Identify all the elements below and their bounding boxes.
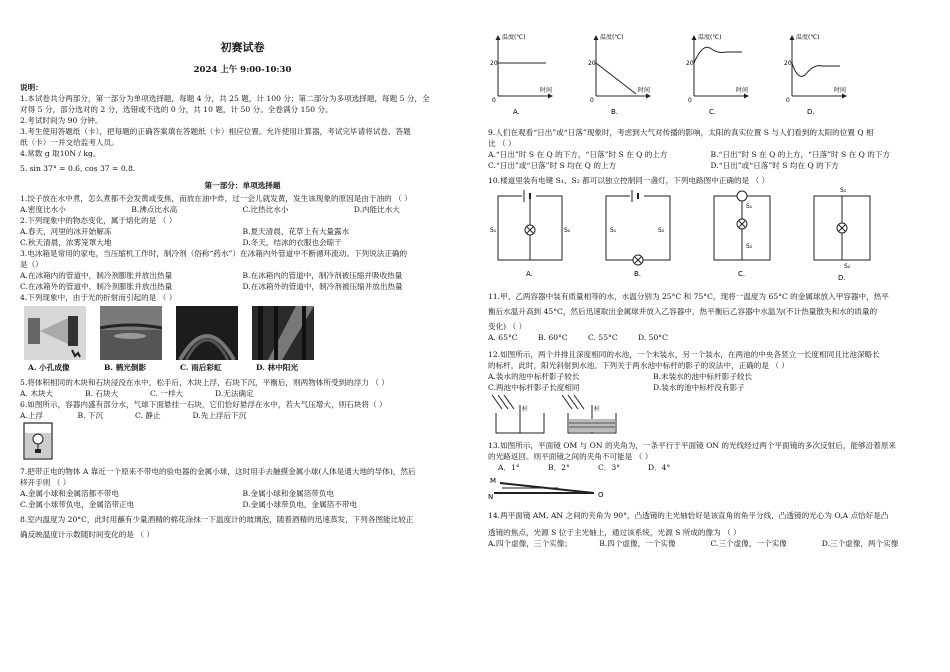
note-line: 3.考生使用答题纸（卡），把每题的正确答案填在答题纸（卡）相应位置。允许使用计算器，考试完毕请将试卷、答题 (20, 127, 411, 137)
q11-option-c[interactable]: C. 55°C (588, 333, 618, 342)
q3-option-b[interactable]: B.在冰箱内的管道中，制冷剂被压缩并吸收热量 (242, 271, 403, 281)
q2-option-c[interactable]: C.秋天清晨，浓雾笼罩大地 (20, 238, 112, 248)
q4-captions (28, 362, 465, 373)
q12-options-row1 (488, 371, 818, 382)
note-line: 4.常数 g 取10N / kg。 (20, 149, 101, 159)
q4-option-a[interactable]: A. 小孔成像 (28, 363, 70, 373)
q3-options-row1 (20, 270, 465, 281)
graph-xlabel: 时间 (540, 87, 553, 94)
graph-origin: 0 (786, 97, 790, 104)
svg-text:S₁: S₁ (490, 227, 497, 234)
graph-tick: 20 (784, 60, 792, 67)
mirror-label-n: N (488, 493, 494, 501)
graph-tick: 20 (686, 60, 694, 67)
circuit-label: B. (634, 270, 642, 278)
circuit-a[interactable] (490, 190, 571, 278)
note-line: 纸（卡）一并交给监考人员。 (20, 138, 119, 148)
q6-option-c[interactable]: C. 静止 (135, 411, 161, 421)
q7-option-d[interactable]: D.金属小球带负电，金属箔不带电 (242, 500, 358, 510)
graph-c[interactable] (686, 33, 748, 116)
q12-option-d[interactable]: D.装水的池中标杆没有影子 (653, 383, 745, 392)
q2-options-row1 (20, 226, 465, 237)
note-line: 对得 5 分，部分选对的 2 分，选错或不选的 0 分，共 10 题，计 50 分。全卷满分 150 分。 (20, 105, 333, 115)
graph-d[interactable] (784, 33, 846, 116)
q7-option-c[interactable]: C.金属小球带负电，金属箔带正电 (20, 500, 135, 510)
q2-option-b[interactable]: B.夏天清晨，花草上有大量露水 (242, 227, 350, 237)
q11-option-d[interactable]: D. 50°C (638, 333, 668, 342)
note-line: 5. sin 37° = 0.6, cos 37 = 0.8. (20, 164, 136, 174)
q9-options-row2 (488, 160, 933, 171)
q9-stem: 9.人们在观看“日出”或“日落”现象时，考虑到大气对传播的影响，太阳的真实位置 S 与人们看到的太阳的位置 Q 相 (488, 128, 874, 137)
circuit-d[interactable] (814, 187, 870, 282)
q7-options-row1 (20, 488, 465, 499)
q1-stem: 1.饺子放在水中煮，怎么煮都不会发黄或变焦，而放在油中炸，过一会儿就发黄，发生该现象的原因是由于油的 （ ） (20, 194, 412, 204)
q2-option-d[interactable]: D.冬天，结冰的衣服也会晾干 (242, 238, 342, 248)
q7-option-b[interactable]: B.金属小球和金属箔带负电 (242, 489, 335, 499)
q3-option-d[interactable]: D.在冰箱外的管道中，制冷剂被压缩并放出热量 (242, 282, 403, 292)
circuit-label: A. (526, 270, 533, 278)
q5-options (20, 388, 280, 399)
graph-ylabel: 温度(℃) (796, 34, 820, 41)
q11-stem-cont: 衡后水温升高到 45°C，然后迅速取出金属球并放入乙容器中，热平衡后乙容器中水温为(不计热量散失和水的质量的 (488, 307, 878, 316)
q1-options (20, 204, 465, 215)
q12-option-b[interactable]: B.未装水的池中标杆影子较长 (653, 372, 753, 381)
graph-tick: 20 (490, 60, 498, 67)
svg-text:S₁: S₁ (840, 187, 847, 194)
q5-option-c[interactable]: C. 一样大 (150, 389, 184, 399)
forest-sunlight-image (252, 306, 314, 360)
graph-label: A. (513, 108, 520, 116)
q14-option-d[interactable]: D.三个虚像，两个实像 (821, 539, 899, 548)
q11-stem: 11.甲、乙两容器中装有质量相等的水，水温分别为 25°C 和 75°C，现将一温度为 65°C 的金属球放入甲容器中，热平 (488, 292, 889, 301)
mirror-label-m: M (490, 477, 497, 485)
q6-stem: 6.如图所示，容器内盛有部分水，气球下面悬挂一石块，它们恰好悬浮在水中，若大气压增大，则石块将（ ） (20, 400, 387, 410)
graph-ylabel: 温度(℃) (502, 34, 526, 41)
q14-option-a[interactable]: A.四个虚像，三个实像； (488, 539, 572, 548)
q13-options (498, 462, 698, 473)
q9-stem-cont: 比 （ ） (488, 139, 516, 148)
q10-stem: 10.楼道里装有电键 S₁、S₂ 都可以独立控制同一盏灯，下列电路图中正确的是 （ ） (488, 176, 770, 185)
circuit-b[interactable] (606, 190, 670, 278)
q11-options (488, 332, 688, 343)
graph-tick: 20 (588, 60, 596, 67)
q1-option-c[interactable]: C.比热比水小 (242, 205, 289, 215)
left-column (20, 0, 465, 540)
circuit-diagrams (488, 186, 933, 282)
q1-option-d[interactable]: D.内能比水大 (353, 205, 400, 215)
q9-option-a[interactable]: A.“日出”时 S 在 Q 的下方，“日落”时 S 在 Q 的上方 (488, 150, 668, 159)
q14-option-b[interactable]: B.四个虚像，一个实像 (599, 539, 676, 548)
q8-stem: 8.室内温度为 20°C，此时用蘸有少量酒精的棉花涂抹一下温度计的玻璃泡，随着酒精的迅速蒸发，下列各图能比较正 (20, 515, 414, 525)
q3-option-c[interactable]: C.在冰箱外的管道中，制冷剂膨胀并放出热量 (20, 282, 173, 292)
note-line: 1.本试卷共分两部分，第一部分为单项选择题，每题 4 分，共 25 题，计 100 分；第二部分为多项选择题，每题 5 分，全 (20, 94, 430, 104)
q3-options-row2 (20, 281, 465, 292)
q8-stem-cont: 确反映温度计示数随时间变化的是 （ ） (20, 530, 154, 540)
q9-option-c[interactable]: C.“日出”或“日落”时 S 均在 Q 的上方 (488, 161, 617, 170)
q13-option-c[interactable]: C．3° (598, 463, 621, 472)
q13-option-d[interactable]: D．4° (648, 463, 671, 472)
graph-label: B. (611, 108, 619, 116)
q2-stem: 2.下列现象中的物态变化，属于熔化的是 （ ） (20, 216, 177, 226)
q12-stem-cont: 的标杆，此时，阳光斜射到水池。下列关于两水池中标杆的影子的说法中，正确的是 （ ） (488, 361, 789, 370)
q13-option-b[interactable]: B．2° (548, 463, 570, 472)
q6-option-b[interactable]: B. 下沉 (77, 411, 104, 421)
q5-option-d[interactable]: D.无法确定 (215, 389, 254, 399)
q4-images (24, 306, 465, 360)
q7-options-row2 (20, 499, 465, 510)
q4-option-d[interactable]: D. 林中阳光 (256, 363, 298, 373)
q7-stem: 7.把带正电的物体 A 靠近一个原来不带电的验电器的金属小球，这时用手去触摸金属小球(人体是通大地的导体)，然后 (20, 467, 416, 477)
q2-options-row2 (20, 237, 465, 248)
svg-text:S₂: S₂ (658, 227, 665, 234)
q12-option-a[interactable]: A.装水的池中标杆影子较长 (488, 372, 580, 381)
q12-stem: 12.如图所示，两个并排且深度相同的水池，一个未装水，另一个装水，在两池的中央各竖立一长度相同且比池深略长 (488, 350, 880, 359)
q5-option-a[interactable]: A. 木块大 (20, 389, 54, 399)
graph-origin: 0 (492, 97, 496, 104)
q2-option-a[interactable]: A.春天，河里的冰开始解冻 (20, 227, 112, 237)
mirror-label-o: O (598, 491, 604, 499)
pole-label: 杆 (522, 406, 529, 413)
graph-a[interactable] (490, 33, 552, 116)
graph-xlabel: 时间 (834, 87, 847, 94)
q11-stem-cont2: 变化) （ ） (488, 322, 527, 331)
rainbow-image (176, 306, 238, 360)
graph-ylabel: 温度(℃) (600, 34, 624, 41)
q9-option-d[interactable]: D.“日出”或“日落”时 S 均在 Q 的下方 (710, 161, 839, 170)
q4-option-b[interactable]: B. 鹤光倒影 (104, 363, 147, 373)
graph-b[interactable] (588, 33, 650, 116)
graph-ylabel: 温度(℃) (698, 34, 722, 41)
crane-reflection-image (100, 306, 162, 360)
q12-options-row2 (488, 382, 818, 393)
graph-xlabel: 时间 (638, 87, 651, 94)
q6-options (20, 410, 250, 421)
q7-option-a[interactable]: A.金属小球和金属箔都不带电 (20, 489, 120, 499)
q3-stem: 3.电冰箱是常用的家电，当压缩机工作时，制冷剂（俗称“药水”）在冰箱内外管道中不断循环流动。下列说法正确的 (20, 249, 408, 259)
circuit-label: D. (838, 274, 846, 282)
q9-options-row1 (488, 149, 933, 160)
q14-options (488, 538, 933, 549)
pinhole-camera-image (24, 306, 86, 360)
circuit-label: C. (738, 270, 746, 278)
exam-time: 2024 上午 9:00-10:30 (193, 64, 292, 75)
circuit-c[interactable] (714, 191, 770, 278)
svg-text:S₁: S₁ (746, 203, 753, 210)
graph-label: C. (709, 108, 717, 116)
graph-label: D. (807, 108, 815, 116)
svg-text:S₂: S₂ (844, 263, 851, 270)
water-pool-figure (488, 393, 648, 437)
q14-option-c[interactable]: C.三个虚像，一个实像 (710, 539, 787, 548)
svg-text:S₂: S₂ (746, 243, 753, 250)
q6-option-d[interactable]: D.先上浮后下沉 (192, 411, 247, 421)
q1-option-b[interactable]: B.沸点比水高 (131, 205, 178, 215)
q3-stem-cont: 是（） (20, 260, 43, 270)
q13-option-a[interactable]: A．1° (498, 463, 520, 472)
q14-stem: 14.两平面镜 AM, AN 之间的夹角为 90°，凸透镜的主光轴恰好是该直角的角平分线，凸透镜的光心为 O,A 点恰好是凸 (488, 511, 889, 520)
q4-option-c[interactable]: C. 雨后彩虹 (180, 363, 222, 373)
graph-xlabel: 时间 (736, 87, 749, 94)
q13-stem-cont: 的光路返回。则平面镜之间的夹角不可能是 （ ） (488, 452, 653, 461)
svg-text:S₁: S₁ (610, 227, 617, 234)
graph-origin: 0 (688, 97, 692, 104)
mirror-angle-figure (488, 473, 628, 503)
q6-option-a[interactable]: A.上浮 (20, 411, 44, 421)
graph-origin: 0 (590, 97, 594, 104)
q1-option-a[interactable]: A.密度比水小 (20, 205, 66, 215)
q13-stem: 13.如图所示，平面镜 OM 与 ON 的夹角为，一条平行于平面镜 ON 的光线经过两个平面镜的多次反射后，能够沿着原来 (488, 441, 897, 450)
section-title: 第一部分：单项选择题 (204, 181, 281, 191)
pole-label: 杆 (594, 406, 601, 413)
q11-option-a[interactable]: A. 65°C (488, 333, 518, 342)
q5-stem: 5.将体积相同的木块和石块浸没在水中，松手后，木块上浮，石块下沉，平衡后，则两物体所受到的浮力 （ ） (20, 378, 389, 388)
temperature-graphs (488, 30, 933, 118)
note-line: 2.考试时间为 90 分钟。 (20, 116, 103, 126)
q5-option-b[interactable]: B. 石块大 (85, 389, 119, 399)
q14-stem-cont: 透镜的焦点，光源 S 位于主光轴上，通过该系统，光源 S 所成的像为 （ ） (488, 528, 741, 537)
exam-title: 初赛试卷 (220, 41, 265, 54)
svg-text:S₂: S₂ (564, 227, 571, 234)
q11-option-b[interactable]: B. 60°C (538, 333, 568, 342)
balloon-container-figure (22, 421, 54, 463)
q4-stem: 4.下列现象中，由于光的折射而引起的是 （ ） (20, 293, 177, 303)
notes-label: 说明： (20, 83, 43, 93)
q9-option-b[interactable]: B.“日出”时 S 在 Q 的上方，“日落”时 S 在 Q 的下方 (710, 150, 891, 159)
q7-stem-cont: 移开手则 （ ） (20, 478, 71, 488)
q12-option-c[interactable]: C.两池中标杆影子长度相同 (488, 383, 580, 392)
q3-option-a[interactable]: A.在冰箱内的管道中，制冷剂膨胀并放出热量 (20, 271, 173, 281)
right-column (488, 0, 933, 549)
